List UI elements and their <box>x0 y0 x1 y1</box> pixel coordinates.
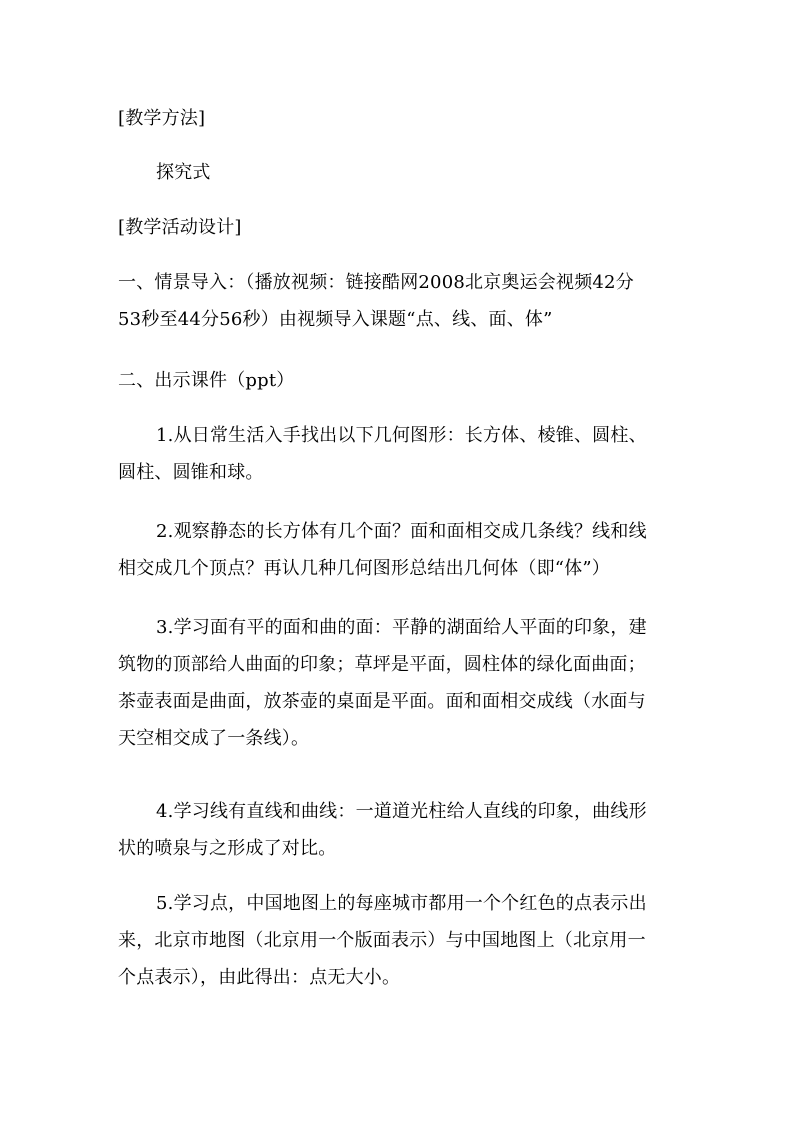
intro-line: 一、情景导入：（播放视频：链接酷网2008北京奥运会视频42分 <box>118 272 634 293</box>
item-3-line: 筑物的顶部给人曲面的印象；草坪是平面，圆柱体的绿化面曲面； <box>118 654 646 675</box>
intro-line: 53秒至44分56秒）由视频导入课题“点、线、面、体” <box>118 309 553 330</box>
item-4-line: 4.学习线有直线和曲线：一道道光柱给人直线的印象，曲线形 <box>156 801 647 822</box>
item-1-line: 圆柱、圆锥和球。 <box>118 462 264 483</box>
method-heading-text: [教学方法] <box>118 108 206 129</box>
item-2-line: 相交成几个顶点？再认几种几何图形总结出几何体（即“体”） <box>118 558 611 579</box>
item-1-paragraph <box>118 417 678 491</box>
method-section-heading <box>118 100 678 137</box>
activity-heading-text: [教学活动设计] <box>118 217 242 238</box>
method-value <box>118 154 678 191</box>
courseware-heading <box>118 362 678 399</box>
item-5-line: 5.学习点，中国地图上的每座城市都用一个个红色的点表示出 <box>156 893 647 914</box>
item-5-paragraph <box>118 885 678 996</box>
activity-section-heading <box>118 209 678 246</box>
item-3-paragraph <box>118 609 678 757</box>
item-1-line: 1.从日常生活入手找出以下几何图形：长方体、棱锥、圆柱、 <box>156 425 647 446</box>
item-2-line: 2.观察静态的长方体有几个面？面和面相交成几条线？线和线 <box>156 521 647 542</box>
item-4-paragraph <box>118 793 678 867</box>
item-5-line: 来，北京市地图（北京用一个版面表示）与中国地图上（北京用一 <box>118 930 646 951</box>
item-2-paragraph <box>118 513 678 587</box>
item-3-line: 3.学习面有平的面和曲的面：平静的湖面给人平面的印象，建 <box>156 617 647 638</box>
item-3-line: 茶壶表面是曲面，放茶壶的桌面是平面。面和面相交成线（水面与 <box>118 691 646 712</box>
courseware-heading-text: 二、出示课件（ppt） <box>118 370 295 391</box>
intro-paragraph <box>118 264 678 338</box>
item-5-line: 个点表示），由此得出：点无大小。 <box>118 967 401 988</box>
method-value-text: 探究式 <box>156 162 211 183</box>
item-3-line: 天空相交成了一条线）。 <box>118 728 310 749</box>
item-4-line: 状的喷泉与之形成了对比。 <box>118 838 337 859</box>
